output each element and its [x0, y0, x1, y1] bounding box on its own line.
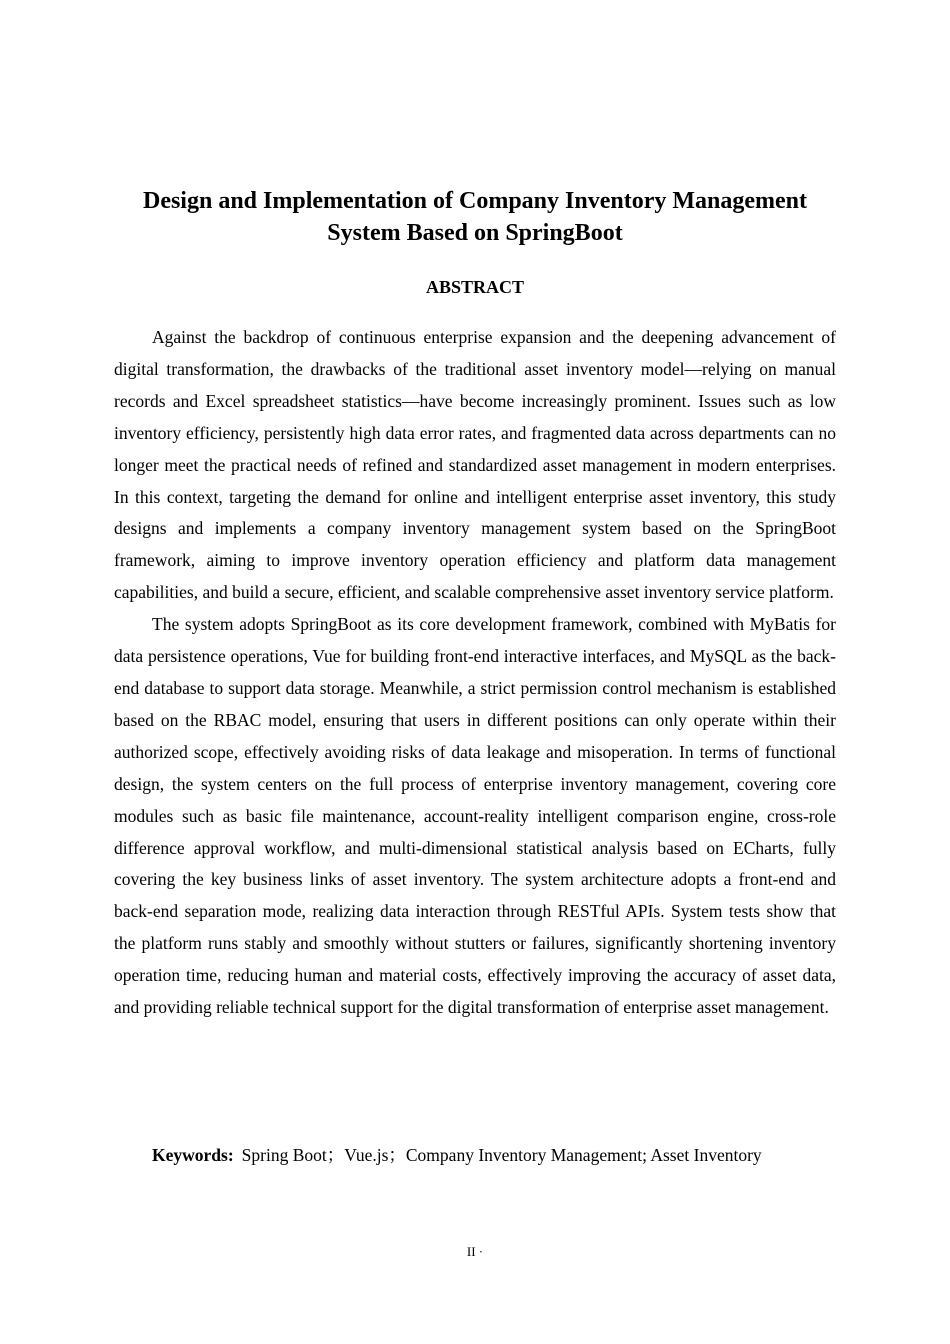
paper-title — [100, 185, 850, 249]
paper-title-line-1: Design and Implementation of Company Inventory Management — [142, 188, 807, 214]
abstract-paragraph-2: The system adopts SpringBoot as its core development framework, combined with MyBatis for data persistence operations, Vue for building front-end interactive interfaces, and MySQL as the back-end database to support data storage. Meanwhile, a strict permission control mechanism is established based on the RBAC model, ensuring that users in different positions can only operate within their authorized scope, effectively avoiding risks of data leakage and misoperation. In terms of functional design, the system centers on the full process of enterprise inventory management, covering core modules such as basic file maintenance, account-reality intelligent comparison engine, cross-role difference approval workflow, and multi-dimensional statistical analysis based on ECharts, fully covering the key business links of asset inventory. The system architecture adopts a front-end and back-end separation mode, realizing data interaction through RESTful APIs. System tests show that the platform runs stably and smoothly without stutters or failures, significantly shortening inventory operation time, reducing human and material costs, effectively improving the accuracy of asset data, and providing reliable technical support for the digital transformation of enterprise asset management. — [114, 614, 836, 1018]
abstract-paragraph-1: Against the backdrop of continuous enterprise expansion and the deepening advancement of digital transformation, the drawbacks of the traditional asset inventory model—relying on manual records and Excel spreadsheet statistics—have become increasingly prominent. Issues such as low inventory efficiency, persistently high data error rates, and fragmented data across departments can no longer meet the practical needs of refined and standardized asset management in modern enterprises. In this context, targeting the demand for online and intelligent enterprise asset inventory, this study designs and implements a company inventory management system based on the SpringBoot framework, aiming to improve inventory operation efficiency and platform data management capabilities, and build a secure, efficient, and scalable comprehensive asset inventory service platform. — [114, 327, 836, 603]
keywords-label: Keywords: — [152, 1145, 234, 1165]
abstract-heading: ABSTRACT — [425, 277, 525, 297]
keywords-line — [152, 1140, 762, 1170]
page-number: II · — [466, 1244, 484, 1259]
paper-title-line-2: System Based on SpringBoot — [327, 220, 623, 246]
keywords-text: Spring Boot；Vue.js；Company Inventory Management; Asset Inventory — [241, 1145, 762, 1165]
abstract-body — [114, 322, 836, 1024]
